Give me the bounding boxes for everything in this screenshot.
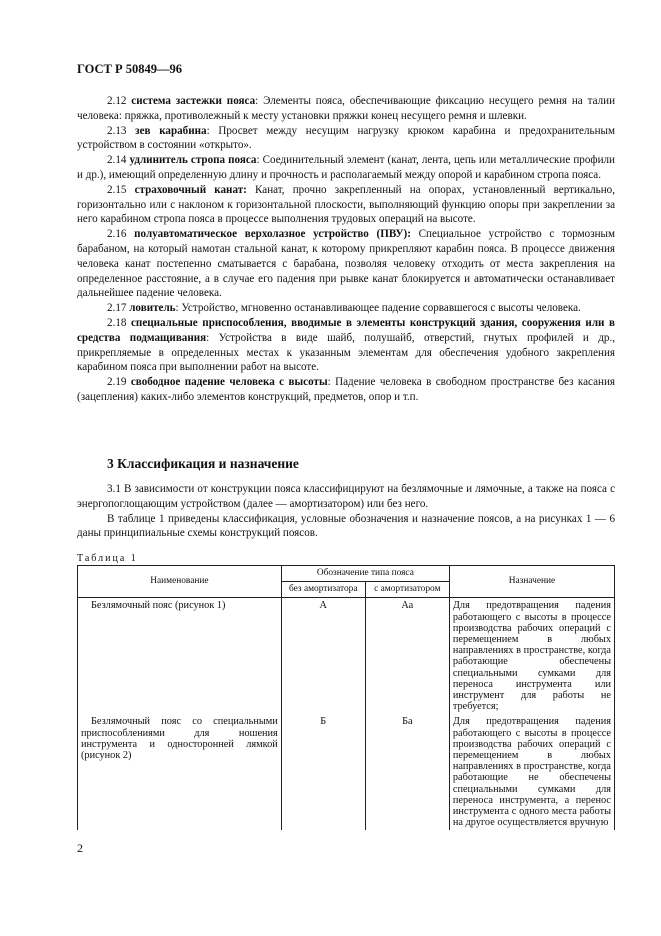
definition-term: удлинитель стропа пояса	[129, 154, 257, 167]
row-purpose: Для предотвращения падения работающего с высоты в процессе производства рабочих операций с перемещением в любых направлениях в пространстве, когда работающие обеспечены специальными сумками для переноса инструмента или инструмент для работы не требуется;	[449, 598, 614, 715]
definition-number: 2.18	[107, 316, 127, 329]
definition-text: Канат, прочно закрепленный на опорах, установленный вертикально, горизонтально или с наклоном к горизонтальной плоскости, выполняющий функцию опоры при закреплении за него карабином стропа пояса в процессе выполнения трудовых операций на высоте.	[77, 183, 616, 226]
definition-number: 2.13	[107, 124, 127, 137]
row-type-without: Б	[281, 714, 365, 830]
definition-term: зев карабина	[135, 124, 207, 137]
definition-number: 2.16	[107, 228, 127, 241]
paragraph-table-intro: В таблице 1 приведены классификация, условные обозначения и назначение поясов, а на рисунках 1 — 6 даны принципиальные схемы конструкций поясов.	[77, 512, 615, 540]
definition-number: 2.15	[107, 183, 127, 196]
section-title: 3 Классификация и назначение	[107, 456, 299, 471]
page-number: 2	[77, 841, 83, 855]
definition-2-12	[77, 94, 615, 124]
definition-number: 2.17	[107, 302, 127, 315]
definition-term: свободное падение человека с высоты	[130, 376, 328, 389]
definition-number: 2.19	[107, 376, 127, 389]
definition-term: ловитель	[129, 302, 176, 315]
definition-term: система застежки пояса	[131, 95, 256, 107]
definition-2-14	[77, 153, 615, 183]
definition-text: : Устройства в виде шайб, полушайб, отверстий, гнутых профилей и др., прикрепляемые в определенных местах к указанным элементам для обеспечения удобного закрепления карабином пояса при выполнении работ на высоте.	[77, 331, 615, 374]
definition-term: полуавтоматическое верхолазное устройство (ПВУ):	[134, 228, 411, 241]
definition-text: : Устройство, мгновенно останавливающее падение сорвавшегося с высоты человека.	[175, 302, 581, 315]
row-type-with: Ба	[365, 714, 449, 830]
definition-2-13	[77, 124, 615, 154]
definition-number: 2.14	[107, 154, 127, 167]
definitions-list	[77, 94, 615, 405]
standard-header: ГОСТ Р 50849—96	[77, 62, 183, 76]
row-name: Безлямочный пояс (рисунок 1)	[78, 598, 282, 715]
table-label: Таблица 1	[77, 553, 138, 564]
table-row	[78, 714, 615, 830]
header-name: Наименование	[78, 566, 282, 598]
definition-2-19	[77, 375, 615, 405]
header-type: Обозначение типа пояса	[281, 566, 449, 582]
row-type-without: А	[281, 598, 365, 715]
header-without-absorber: без амортизатора	[281, 582, 365, 598]
header-purpose: Назначение	[449, 566, 614, 598]
table-row	[78, 598, 615, 715]
section-body	[77, 482, 615, 541]
definition-text: Специальное устройство с тормозным барабаном, на который намотан стальной канат, к которому прикрепляют карабин пояса. В процессе движения человека канат постепенно сматывается с барабана, позволяя человеку отходить от места закрепления на определенное расстояние, а в случае его падения при рывке канат блокируется и автоматически останавливает дальнейшее падение человека.	[77, 228, 615, 300]
definition-term: страховочный канат:	[134, 183, 247, 196]
row-name: Безлямочный пояс со специальными приспособлениями для ношения инструмента и односторонней лямкой (рисунок 2)	[78, 714, 282, 830]
definition-term: специальные приспособления, вводимые в элементы конструкций здания, сооружения или в средства подмащивания	[77, 316, 615, 344]
definition-number: 2.12	[107, 95, 127, 107]
definition-2-17	[77, 301, 615, 316]
paragraph-3-1: 3.1 В зависимости от конструкции пояса классифицируют на безлямочные и лямочные, а также на пояса с энергопоглощающим устройством (далее — амортизатором) или без него.	[77, 483, 615, 510]
header-with-absorber: с амортизатором	[365, 582, 449, 598]
row-type-with: Аа	[365, 598, 449, 715]
definition-2-18	[77, 316, 615, 375]
row-purpose: Для предотвращения падения работающего с высоты в процессе производства рабочих операций с перемещением в любых направлениях в пространстве, когда работающие не обеспечены специальными сумками для переноса инструмента, а перенос инструмента с одного места работы на другое осуществляется вручную	[449, 714, 614, 830]
classification-table	[77, 565, 615, 830]
definition-text: : Просвет между несущим нагрузку крюком карабина и предохранительным устройством в состоянии «открыто».	[77, 124, 615, 152]
definition-text: : Соединительный элемент (канат, лента, цепь или металлические профили и др.), имеющий определенную длину и прочность и располагаемый между опорой и карабином стропа пояса.	[77, 154, 615, 181]
definition-text: : Элементы пояса, обеспечивающие фиксацию несущего ремня на талии человека: пряжка, противолежный к месту установки пряжки конец несущего ремня и шлевки.	[77, 95, 616, 122]
definition-text: : Падение человека в свободном пространстве без касания (зацепления) каких-либо элементов конструкций, предметов, опор и т.п.	[77, 376, 616, 403]
definition-2-16	[77, 227, 615, 301]
definition-2-15	[77, 183, 615, 227]
